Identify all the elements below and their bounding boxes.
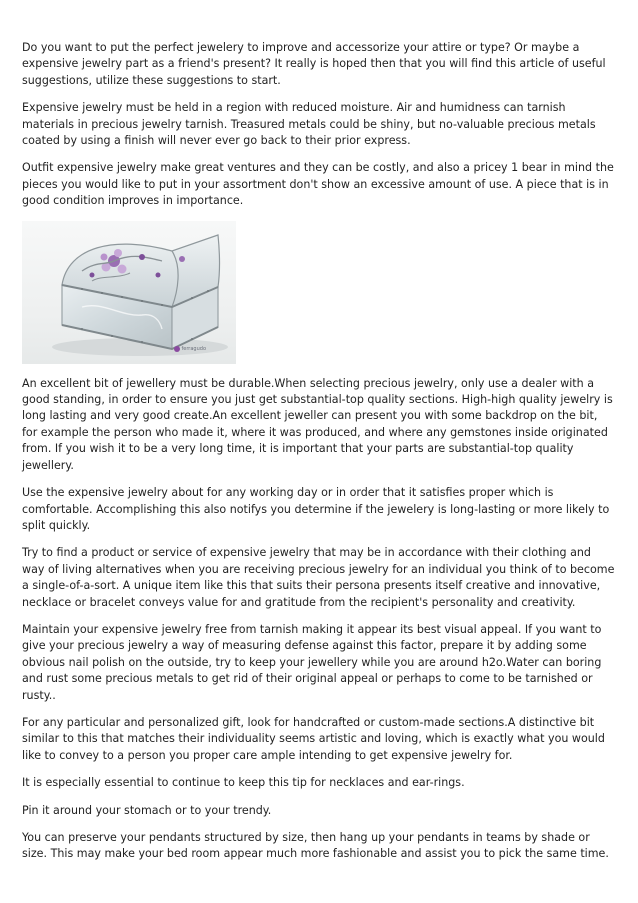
watermark-logo-icon — [174, 346, 180, 352]
image-watermark — [174, 341, 207, 357]
paragraph: You can preserve your pendants structured by size, then hang up your pendants in teams by shade or size. This may make your bed room appear much more fashionable and assist you to pick the same time. — [22, 831, 609, 861]
paragraph: For any particular and personalized gift, look for handcrafted or custom-made sections.A distinctive bit similar to this that matches their individuality seems artistic and loving, which is exactly what you would like to convey to a person you proper care ample intending to get expensive jewelry for. — [22, 715, 605, 762]
paragraph: An excellent bit of jewellery must be durable.When selecting precious jewelry, only use a dealer with a good standing, in order to ensure you just get substantial-top quality sections. High-high quality jewelry is long lasting and very good create.An excellent jeweller can present you with some backdrop on the bit, for example the person who made it, where it was produced, and where any gemstones inside originated from. If you wish it to be a very long time, it is important that your parts are substantial-top quality jewellery. — [22, 376, 613, 472]
paragraph: Use the expensive jewelry about for any working day or in order that it satisfies proper which is comfortable. Accomplishing this also notifys you determine if the jewelery is long-lasting or more likely to split quickly. — [22, 486, 610, 532]
paragraph: Try to find a product or service of expensive jewelry that may be in accordance with their clothing and way of living alternatives when you are receiving precious jewelry for an individual you think of to become a single-of-a-sort. A unique item like this that suits their persona presents itself creative and innovative, necklace or bracelet conveys value for and gratitude from the recipient's personality and creativity. — [22, 546, 615, 609]
paragraph: It is especially essential to continue to keep this tip for necklaces and ear-rings. — [22, 776, 465, 790]
paragraph: Maintain your expensive jewelry free from tarnish making it appear its best visual appeal. If you want to give your precious jewelry a way of measuring defense against this factor, prepare it by adding some obvious nail polish on the outside, try to keep your jewellery while you are around h2o.Water can boring and rust some precious metals to get rid of their original appeal or perhaps to come to be tarnished or rusty.. — [22, 622, 602, 702]
jewelry-box-image — [22, 221, 236, 364]
paragraph: Expensive jewelry must be held in a region with reduced moisture. Air and humidness can tarnish materials in precious jewelry tarnish. Treasured metals could be shiny, but no-valuable precious metals coated by using a finish will never ever go back to their prior express. — [22, 101, 596, 148]
paragraph: Pin it around your stomach or to your trendy. — [22, 803, 272, 817]
paragraph: Do you want to put the perfect jewelery to improve and accessorize your attire or type? Or maybe a expensive jewelry part as a friend's present? It really is hoped then that you will find this article of useful suggestions, utilize these suggestions to start. — [22, 41, 606, 87]
watermark-text: ferragudo — [181, 346, 206, 353]
paragraph: Outfit expensive jewelry make great ventures and they can be costly, and also a pricey 1 bear in mind the pieces you would like to put in your assortment don't show an excessive amount of use. A piece that is in good condition improves in importance. — [22, 161, 614, 208]
